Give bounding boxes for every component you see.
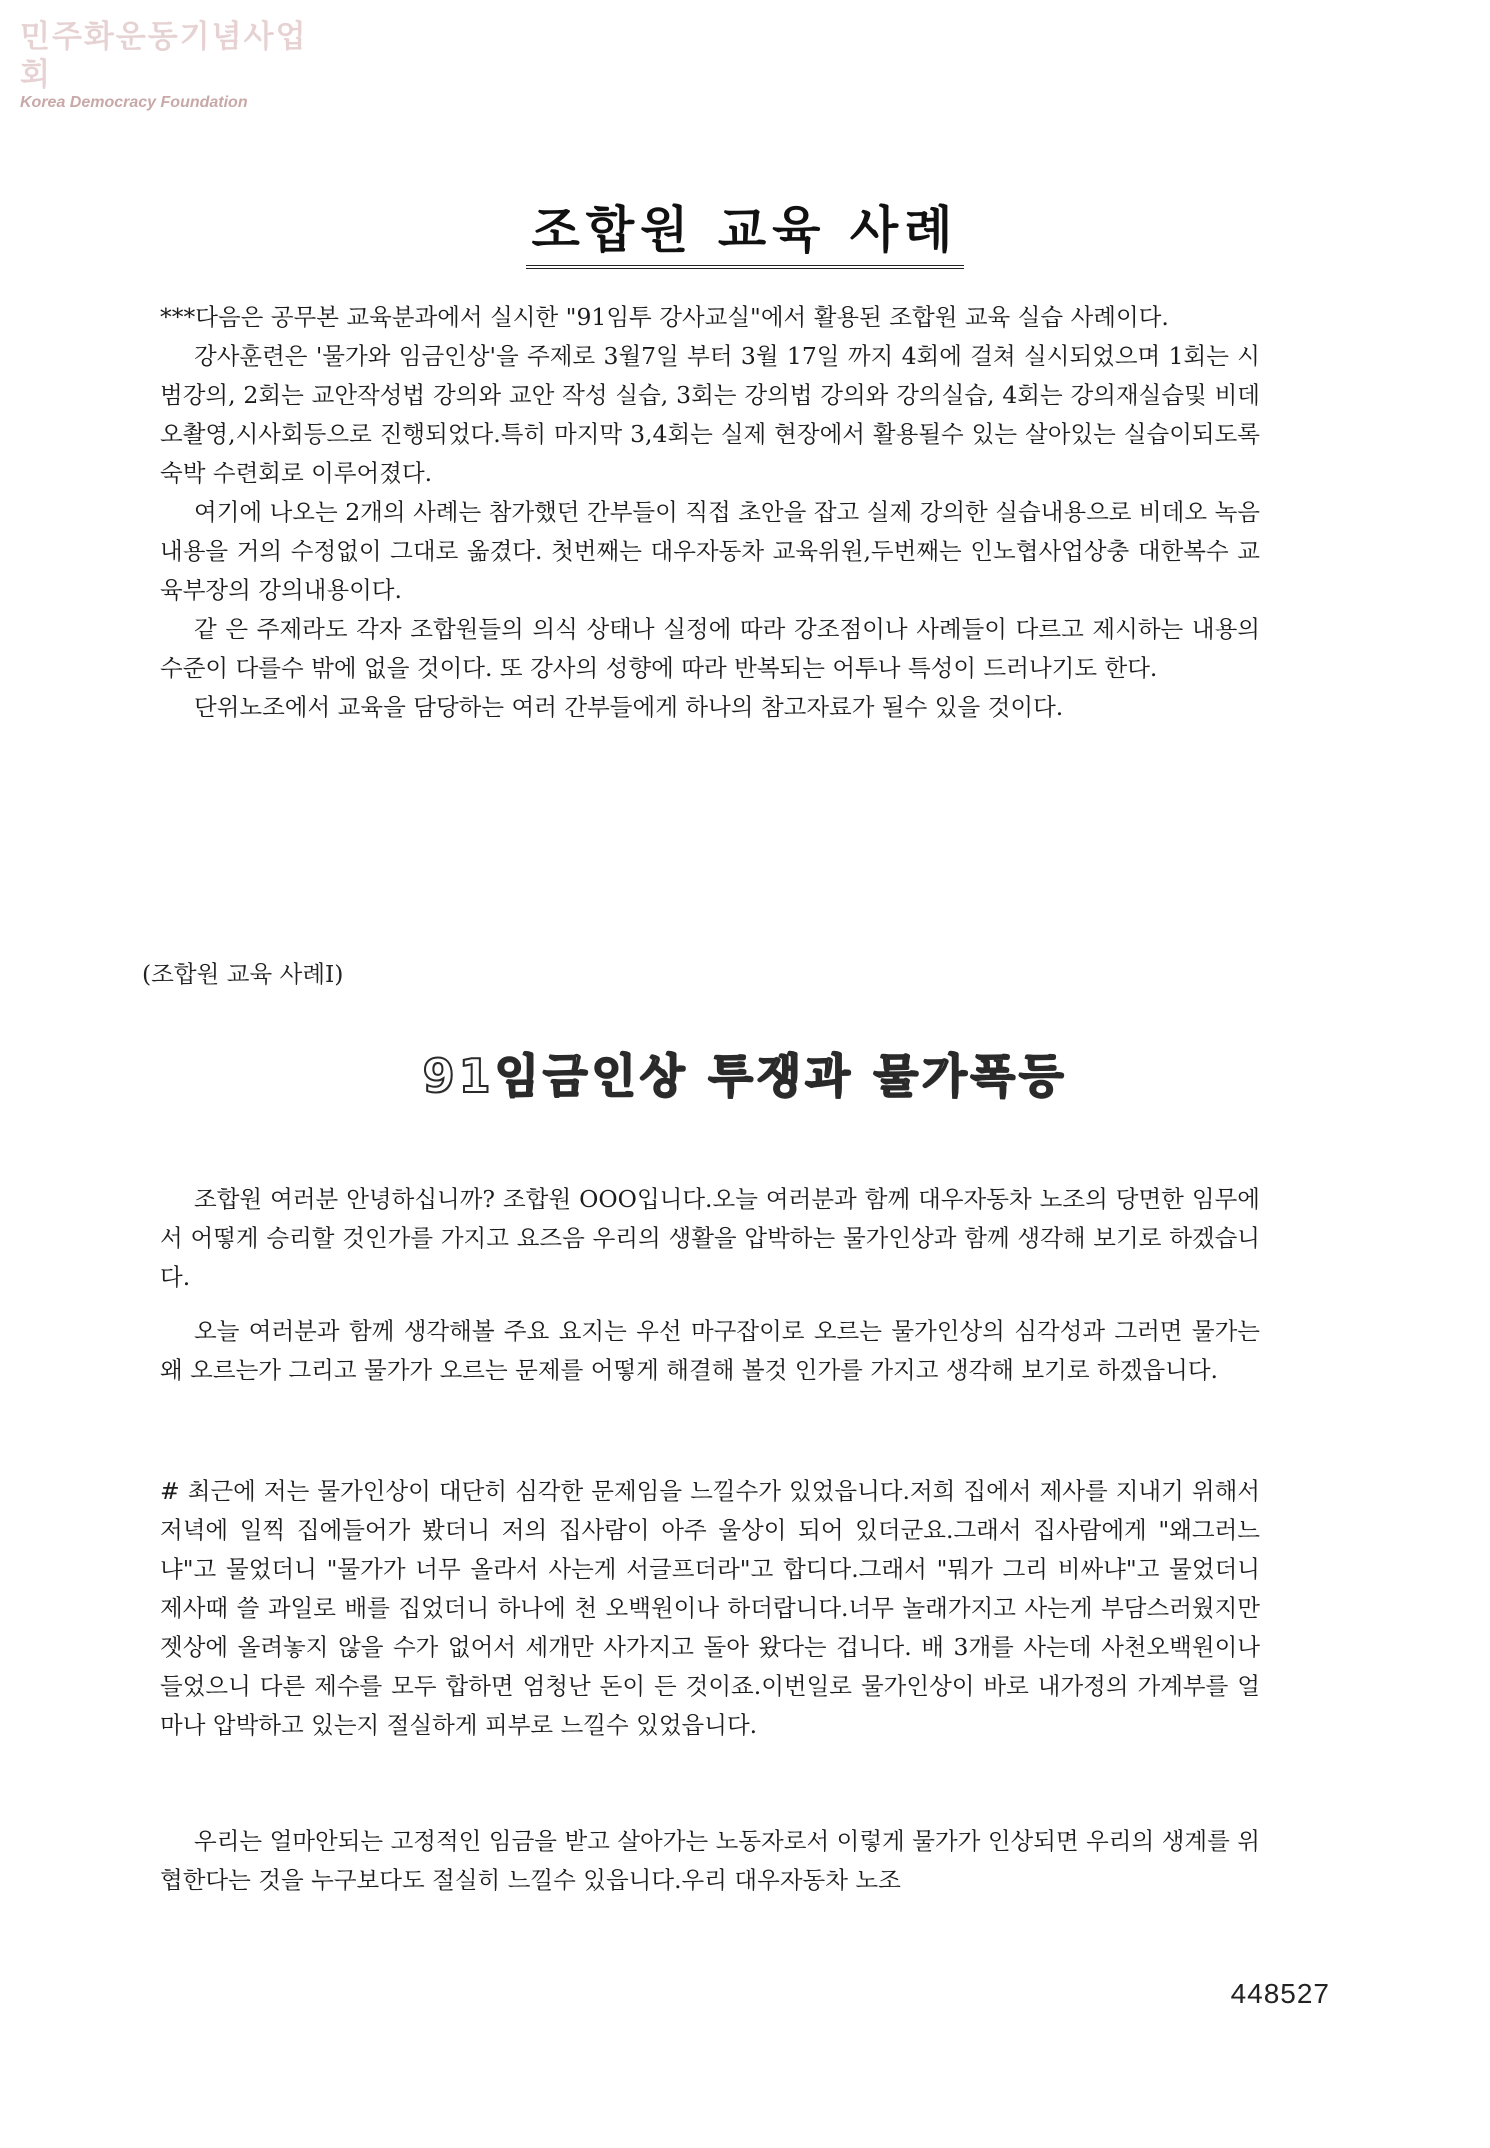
intro-paragraph-1: ***다음은 공무본 교육분과에서 실시한 "91임투 강사교실"에서 활용된 조합원 교육 실습 사례이다. — [160, 303, 1169, 331]
lecture-title: 91임금인상 투쟁과 물가폭등 — [422, 1049, 1068, 1103]
case-label: (조합원 교육 사례Ⅰ) — [142, 960, 344, 988]
intro-paragraph-2: 강사훈련은 '물가와 임금인상'을 주제로 3월7일 부터 3월 17일 까지 4회에 걸쳐 실시되었으며 1회는 시범강의, 2회는 교안작성법 강의와 교안 작성 실습, 3회는 강의법 강의와 강의실습, 4회는 강의재실습및 비데오촬영,시사회등으로 진행되었다.특히 마지막 3,4회는 실제 현장에서 활용될수 있는 살아있는 실습이되도록 숙박 수련회로 이루어졌다. — [160, 342, 1260, 487]
body-paragraph-2-text: 오늘 여러분과 함께 생각해볼 주요 요지는 우선 마구잡이로 오르는 물가인상의 심각성과 그러면 물가는 왜 오르는가 그리고 물가가 오르는 문제를 어떻게 해결해 볼것 인가를 가지고 생각해 보기로 하겠읍니다. — [160, 1317, 1260, 1384]
body-paragraph-1-text: 조합원 여러분 안녕하십니까? 조합원 OOO입니다.오늘 여러분과 함께 대우자동차 노조의 당면한 임무에서 어떻게 승리할 것인가를 가지고 요즈음 우리의 생활을 압박하는 물가인상과 함께 생각해 보기로 하겠습니다. — [160, 1185, 1260, 1291]
watermark-korean: 민주화운동기념사업회 — [20, 19, 308, 93]
foundation-watermark — [20, 18, 320, 112]
body-paragraph-2 — [160, 1312, 1260, 1390]
body-paragraph-3 — [160, 1472, 1260, 1745]
document-title — [0, 190, 1490, 262]
intro-paragraph-5: 단위노조에서 교육을 담당하는 여러 간부들에게 하나의 참고자료가 될수 있을 것이다. — [194, 693, 1064, 721]
document-title-text: 조합원 교육 사례 — [526, 201, 965, 269]
body-paragraph-1 — [160, 1180, 1260, 1297]
body-paragraph-4-text: 우리는 얼마안되는 고정적인 임금을 받고 살아가는 노동자로서 이렇게 물가가 인상되면 우리의 생계를 위협한다는 것을 누구보다도 절실히 느낄수 있읍니다.우리 대우자동차 노조 — [160, 1827, 1260, 1894]
watermark-english: Korea Democracy Foundation — [20, 94, 248, 111]
intro-paragraph-3: 여기에 나오는 2개의 사례는 참가했던 간부들이 직접 초안을 잡고 실제 강의한 실습내용으로 비데오 녹음내용을 거의 수정없이 그대로 옮겼다. 첫번째는 대우자동차 교육위원,두번째는 인노협사업상충 대한복수 교육부장의 강의내용이다. — [160, 498, 1260, 604]
intro-section — [160, 298, 1260, 727]
page-number: 448527 — [1230, 1978, 1330, 2009]
body-paragraph-3-text: # 최근에 저는 물가인상이 대단히 심각한 문제임을 느낄수가 있었읍니다.저희 집에서 제사를 지내기 위해서 저녁에 일찍 집에들어가 봤더니 저의 집사람이 아주 울상이 되어 있더군요.그래서 집사람에게 "왜그러느냐"고 물었더니 "물가가 너무 올라서 사는게 서글프더라"고 합디다.그래서 "뭐가 그리 비싸냐"고 물었더니 제사때 쓸 과일로 배를 집었더니 하나에 천 오백원이나 하더랍니다.너무 놀래가지고 사는게 부담스러웠지만 젯상에 올려놓지 않을 수가 없어서 세개만 사가지고 돌아 왔다는 겁니다. 배 3개를 사는데 사천오백원이나 들었으니 다른 제수를 모두 합하면 엄청난 돈이 든 것이죠.이번일로 물가인상이 바로 내가정의 가계부를 얼마나 압박하고 있는지 절실하게 피부로 느낄수 있었읍니다. — [160, 1477, 1260, 1739]
intro-paragraph-4: 같 은 주제라도 각자 조합원들의 의식 상태나 실정에 따라 강조점이나 사례들이 다르고 제시하는 내용의 수준이 다를수 밖에 없을 것이다. 또 강사의 성향에 따라 반복되는 어투나 특성이 드러나기도 한다. — [160, 615, 1260, 682]
body-paragraph-4 — [160, 1822, 1260, 1900]
